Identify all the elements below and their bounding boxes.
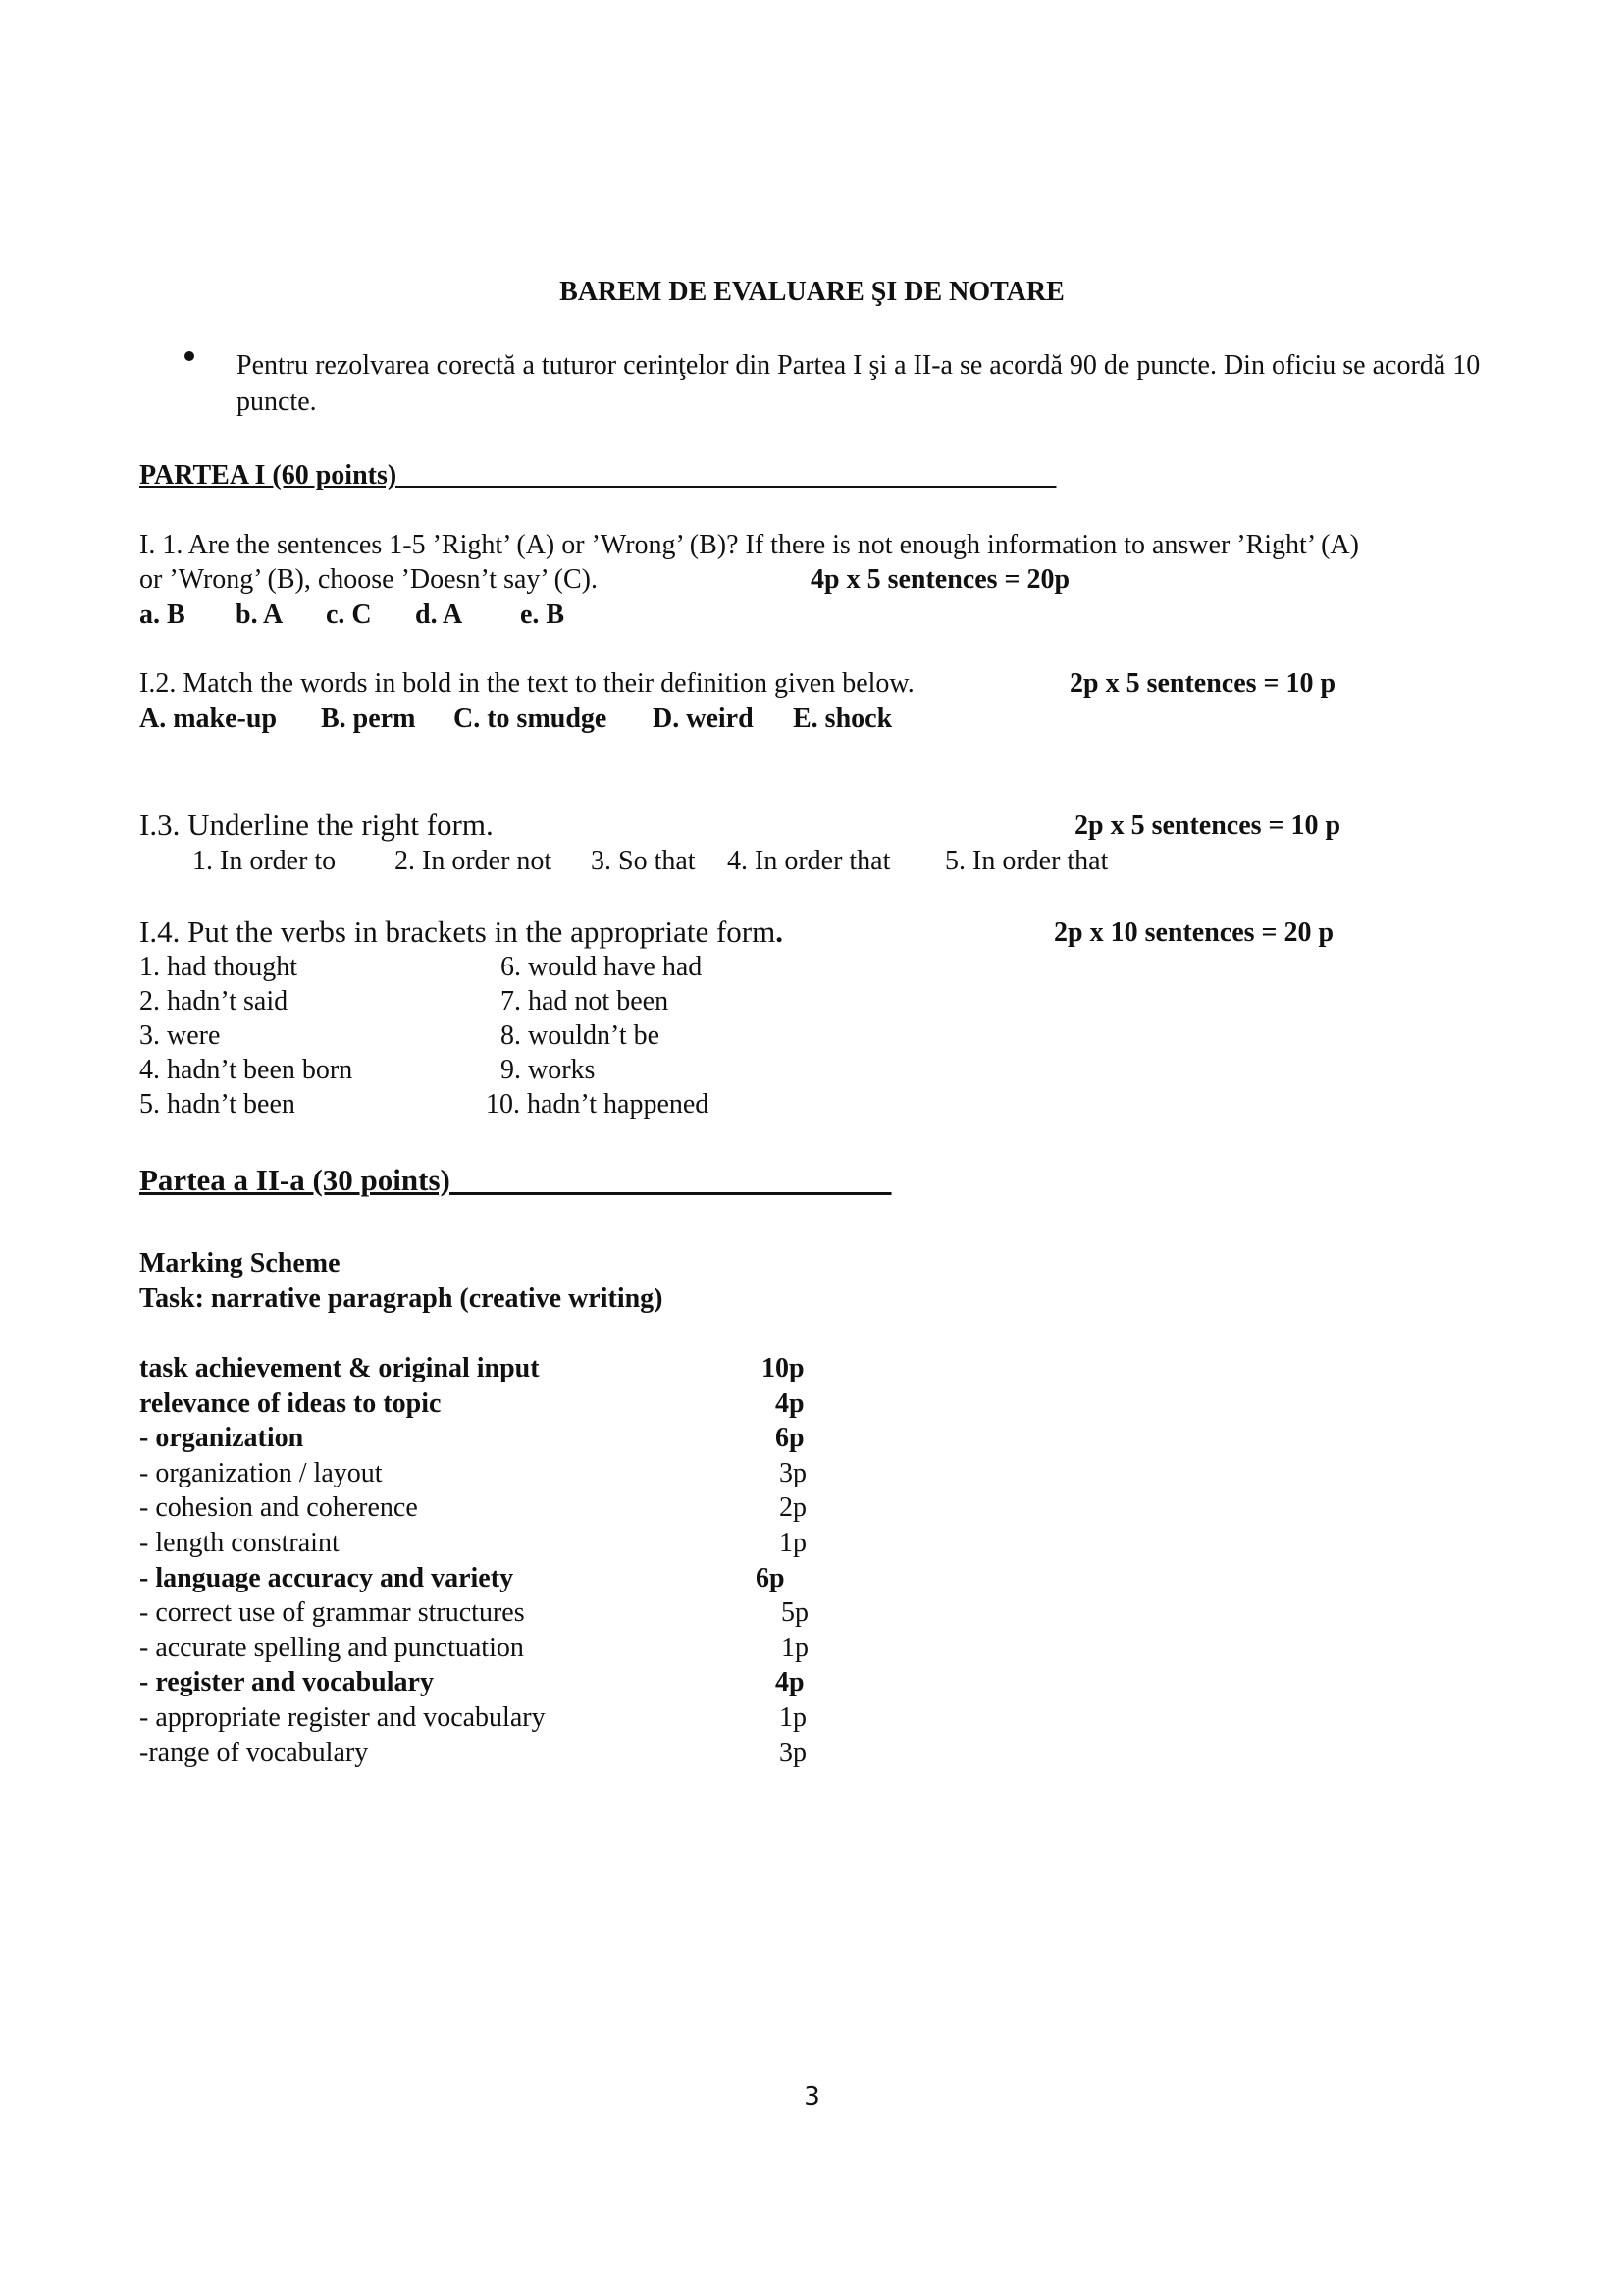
marking-row-label: - appropriate register and vocabulary (139, 1702, 546, 1733)
q4-instruction-text: I.4. Put the verbs in brackets in the appropriate form (139, 914, 776, 949)
q4-instruction-period: . (775, 914, 783, 949)
marking-row-label: - register and vocabulary (139, 1667, 434, 1697)
marking-row-value: 4p (775, 1388, 805, 1419)
q2-answer-b: B. perm (321, 704, 416, 734)
marking-row-value: 5p (781, 1597, 809, 1628)
q1-answer-c: c. C (326, 600, 372, 630)
q4-instruction (139, 913, 783, 951)
q2-answer-a: A. make-up (139, 704, 278, 734)
q4-answer-8: 8. wouldn’t be (500, 1020, 660, 1051)
page-number: 3 (804, 2082, 820, 2112)
q1-answer-d: d. A (415, 600, 463, 630)
marking-row-value: 3p (779, 1738, 807, 1768)
q1-instruction-line1: I. 1. Are the sentences 1-5 ’Right’ (A) or ’Wrong’ (B)? If there is not enough information to answer ’Right’ (A) (139, 530, 1359, 560)
q3-answer-5: 5. In order that (945, 846, 1109, 876)
q4-answer-3: 3. were (139, 1020, 221, 1051)
marking-row-value: 1p (781, 1633, 809, 1663)
marking-row-label: - correct use of grammar structures (139, 1597, 525, 1628)
marking-row-value: 2p (779, 1492, 807, 1523)
marking-row-value: 4p (775, 1667, 805, 1697)
part2-heading-text: Partea a II-a (30 points) (139, 1163, 450, 1197)
q4-answer-10: 10. hadn’t happened (486, 1089, 709, 1120)
q3-answer-1: 1. In order to (192, 846, 337, 876)
marking-scheme-title: Marking Scheme (139, 1248, 341, 1278)
bullet-dot-icon (184, 351, 194, 361)
document-title: BAREM DE EVALUARE ŞI DE NOTARE (559, 277, 1065, 307)
marking-row-value: 10p (761, 1353, 805, 1383)
q3-answer-3: 3. So that (591, 846, 696, 876)
marking-row-value: 6p (756, 1563, 785, 1593)
q2-answer-e: E. shock (793, 704, 893, 734)
q2-points: 2p x 5 sentences = 10 p (1070, 668, 1336, 699)
q4-answers-left (139, 950, 352, 1121)
q1-answer-b: b. A (236, 600, 284, 630)
q2-instruction: I.2. Match the words in bold in the text to their definition given below. (139, 668, 915, 699)
marking-row-label: relevance of ideas to topic (139, 1388, 442, 1419)
part2-heading (139, 1162, 891, 1199)
q1-points: 4p x 5 sentences = 20p (811, 564, 1071, 595)
q4-answer-7: 7. had not been (500, 986, 669, 1017)
marking-row-label: - organization / layout (139, 1458, 383, 1488)
marking-row-label: - length constraint (139, 1528, 340, 1558)
marking-row-value: 6p (775, 1423, 805, 1453)
marking-row-label: - organization (139, 1423, 304, 1453)
task-description: Task: narrative paragraph (creative writing) (139, 1283, 663, 1314)
marking-row-label: task achievement & original input (139, 1353, 540, 1383)
q2-answer-d: D. weird (653, 704, 754, 734)
marking-row-label: - language accuracy and variety (139, 1563, 514, 1593)
marking-row-label: - accurate spelling and punctuation (139, 1633, 524, 1663)
q3-answer-2: 2. In order not (394, 846, 552, 876)
q3-instruction: I.3. Underline the right form. (139, 808, 494, 842)
q3-points: 2p x 5 sentences = 10 p (1074, 810, 1341, 841)
part2-heading-underline: _____________________________ (449, 1163, 892, 1197)
part1-heading-underline: ________________________________________________ (396, 460, 1057, 491)
q4-answer-2: 2. hadn’t said (139, 986, 288, 1017)
q4-answer-6: 6. would have had (500, 952, 703, 982)
q4-answer-4: 4. hadn’t been born (139, 1055, 353, 1085)
marking-row-label: - cohesion and coherence (139, 1492, 418, 1523)
q4-answer-1: 1. had thought (139, 952, 297, 982)
marking-row-value: 3p (779, 1458, 807, 1488)
marking-row-value: 1p (779, 1702, 807, 1733)
q4-points: 2p x 10 sentences = 20 p (1054, 917, 1335, 948)
intro-bullet-text: Pentru rezolvarea corectă a tuturor cerinţelor din Partea I şi a II-a se acordă 90 de puncte. Din oficiu se acordă 10 puncte. (236, 350, 1481, 417)
q4-answers-right (486, 950, 708, 1121)
q2-answer-c: C. to smudge (453, 704, 607, 734)
part1-heading (139, 458, 1056, 494)
q4-answer-5: 5. hadn’t been (139, 1089, 295, 1120)
q1-instruction-line2: or ’Wrong’ (B), choose ’Doesn’t say’ (C). (139, 564, 598, 595)
q1-answer-a: a. B (139, 600, 185, 630)
marking-row-label: -range of vocabulary (139, 1738, 369, 1768)
q1-answer-e: e. B (520, 600, 565, 630)
q4-answer-9: 9. works (500, 1055, 596, 1085)
part1-heading-text: PARTEA I (60 points) (139, 460, 397, 491)
marking-row-value: 1p (779, 1528, 807, 1558)
q3-answer-4: 4. In order that (727, 846, 891, 876)
